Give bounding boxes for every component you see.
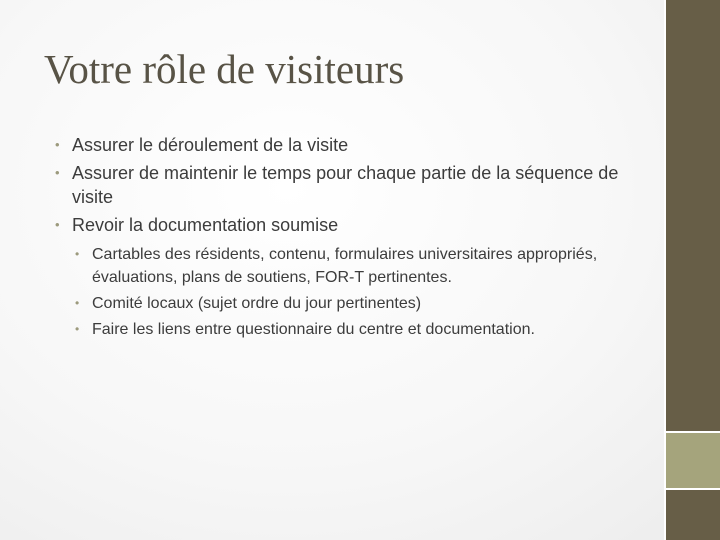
bullet-icon: • (55, 165, 60, 180)
bullet-text: Revoir la documentation soumise (72, 215, 339, 235)
sub-bullet-item (72, 318, 652, 341)
sub-bullet-item (72, 243, 652, 289)
sub-bullet-item (72, 292, 652, 315)
slide-title: Votre rôle de visiteurs (44, 46, 405, 92)
bullet-list (52, 133, 652, 341)
bullet-icon: • (55, 217, 60, 232)
bullet-text: Assurer de maintenir le temps pour chaque partie de la séquence de visite (72, 163, 619, 207)
sidebar-accent-block (666, 433, 720, 488)
bullet-item (52, 133, 652, 157)
bullet-item (52, 213, 652, 341)
bullet-icon: • (75, 247, 80, 261)
bullet-icon: • (55, 137, 60, 152)
bullet-icon: • (75, 322, 80, 336)
sub-bullet-text: Faire les liens entre questionnaire du centre et documentation. (92, 321, 535, 338)
sub-bullet-text: Cartables des résidents, contenu, formulaires universitaires appropriés, évaluations, plans de soutiens, FOR-T pertinentes. (92, 246, 598, 286)
sidebar-divider (666, 488, 720, 490)
bullet-item (52, 161, 652, 209)
bullet-icon: • (75, 296, 80, 310)
slide-content (52, 133, 652, 345)
bullet-text: Assurer le déroulement de la visite (72, 135, 349, 155)
sub-bullet-list (72, 243, 652, 341)
sub-bullet-text: Comité locaux (sujet ordre du jour pertinentes) (92, 295, 422, 312)
